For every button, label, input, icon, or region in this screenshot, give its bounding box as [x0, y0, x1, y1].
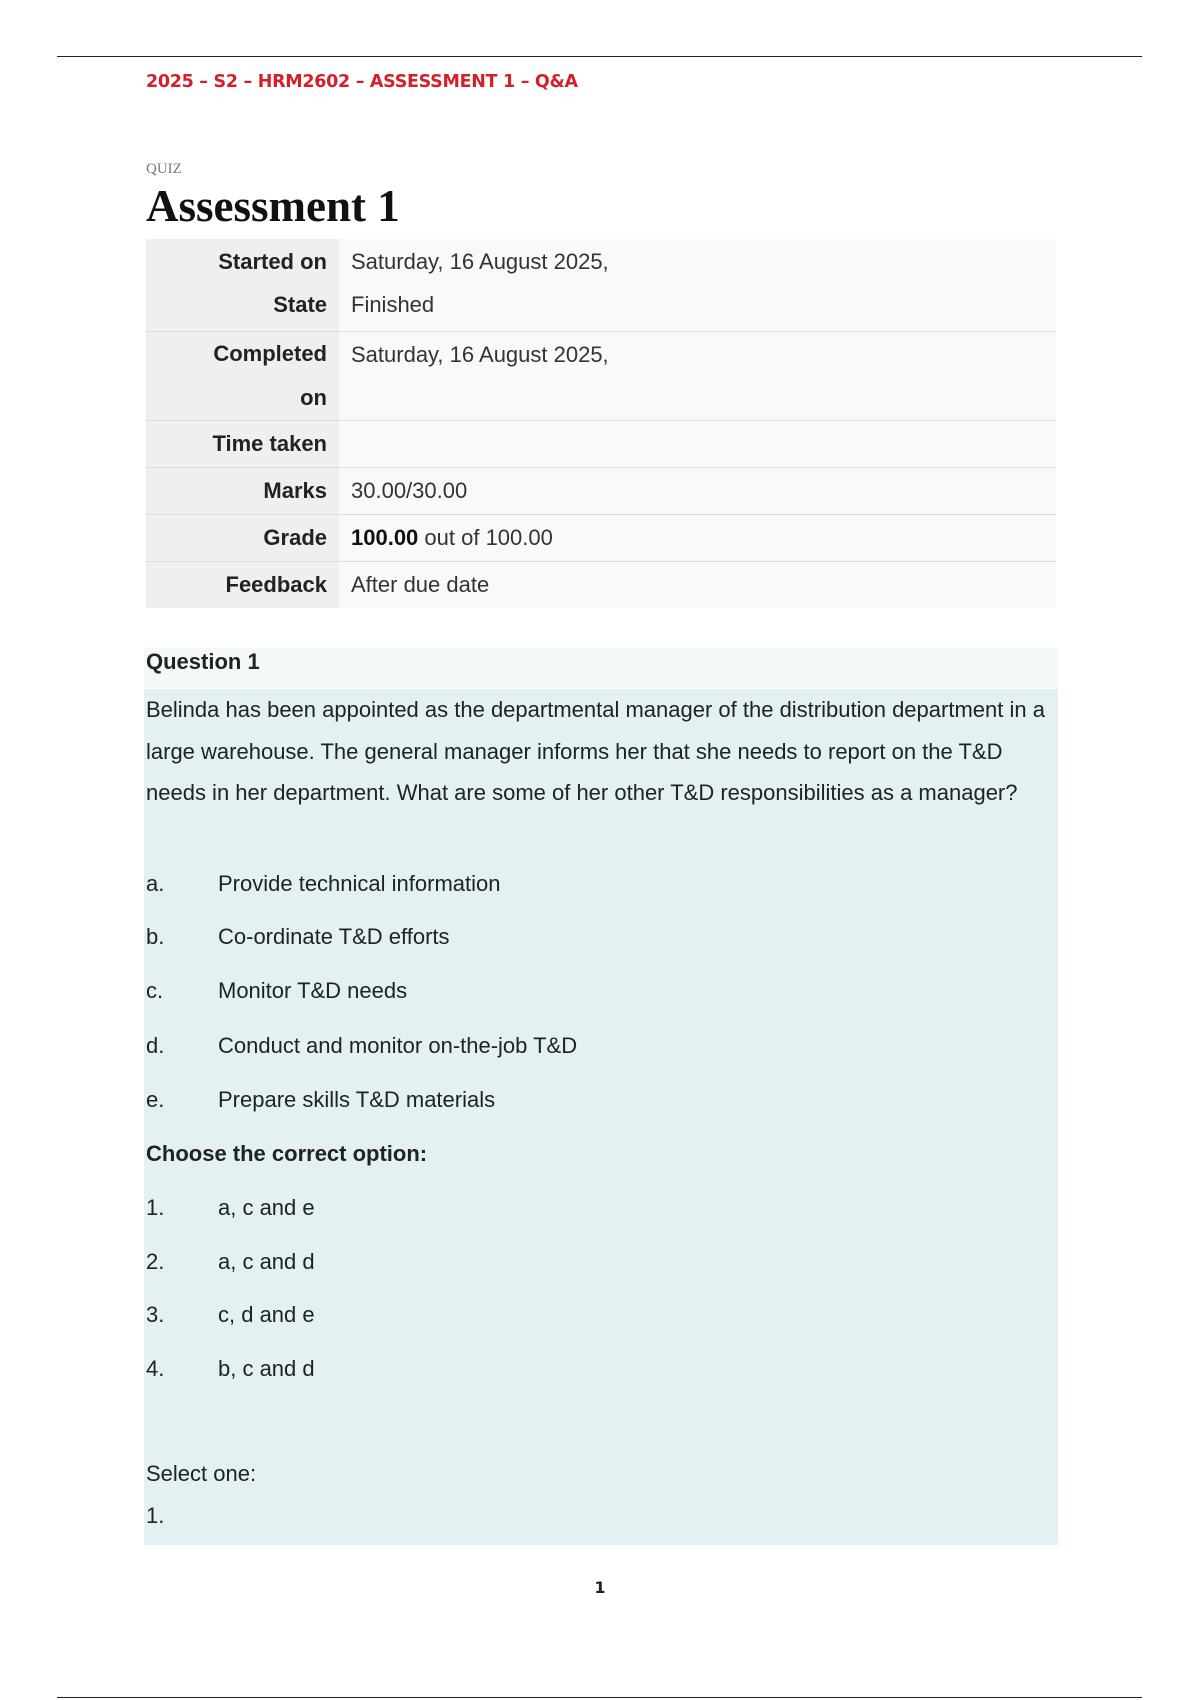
list-text: Conduct and monitor on-the-job T&D	[218, 1033, 578, 1058]
option-text: a, c and d	[218, 1249, 315, 1274]
summary-value: 30.00/30.00	[339, 468, 1056, 515]
option-marker: 2.	[146, 1249, 165, 1274]
summary-row-feedback	[146, 562, 1056, 609]
grade-score: 100.00	[351, 525, 419, 550]
option-marker: 1.	[146, 1195, 165, 1220]
option-text: b, c and d	[218, 1356, 315, 1381]
select-one-prompt: Select one:	[146, 1461, 257, 1486]
question-header: Question 1	[144, 648, 1058, 688]
option-marker: 4.	[146, 1356, 165, 1381]
summary-value	[339, 421, 1056, 468]
list-marker: c.	[146, 978, 164, 1003]
list-marker: b.	[146, 924, 165, 949]
list-marker: a.	[146, 871, 165, 896]
list-text: Provide technical information	[218, 871, 501, 896]
page-title: Assessment 1	[146, 181, 400, 231]
summary-label: Time taken	[146, 421, 339, 468]
list-text: Prepare skills T&D materials	[218, 1087, 496, 1112]
summary-row-state	[146, 285, 1056, 332]
summary-label: Grade	[146, 515, 339, 562]
option-text: c, d and e	[218, 1302, 315, 1327]
option-text: a, c and e	[218, 1195, 315, 1220]
summary-label-line: on	[300, 385, 327, 410]
summary-value: Saturday, 16 August 2025,	[339, 239, 1056, 285]
selected-answer: 1.	[146, 1503, 165, 1528]
bottom-rule	[57, 1697, 1142, 1698]
summary-label: Marks	[146, 468, 339, 515]
top-rule	[57, 56, 1142, 57]
quiz-label: QUIZ	[146, 161, 182, 177]
list-text: Monitor T&D needs	[218, 978, 408, 1003]
list-marker: e.	[146, 1087, 165, 1112]
grade-out-of: out of 100.00	[418, 525, 553, 550]
list-marker: d.	[146, 1033, 165, 1058]
option-marker: 3.	[146, 1302, 165, 1327]
summary-row-grade	[146, 515, 1056, 562]
page-number: 1	[594, 1578, 606, 1597]
summary-value: Saturday, 16 August 2025,	[339, 332, 1056, 421]
choose-prompt: Choose the correct option:	[146, 1141, 428, 1166]
question-body	[144, 689, 1058, 1545]
summary-value	[339, 515, 1056, 562]
document-header: 2025 – S2 – HRM2602 – ASSESSMENT 1 – Q&A	[146, 72, 578, 92]
summary-label: Feedback	[146, 562, 339, 609]
summary-value: Finished	[339, 285, 1056, 332]
summary-value: After due date	[339, 562, 1056, 609]
attempt-summary-table	[146, 239, 1056, 608]
summary-row-marks	[146, 468, 1056, 515]
summary-row-time-taken	[146, 421, 1056, 468]
list-text: Co-ordinate T&D efforts	[218, 924, 450, 949]
summary-label	[146, 332, 339, 421]
summary-label: State	[146, 285, 339, 332]
summary-label: Started on	[146, 239, 339, 285]
summary-row-started-on	[146, 239, 1056, 285]
summary-row-completed-on	[146, 332, 1056, 421]
summary-label-line: Completed	[213, 341, 327, 366]
question-text: Belinda has been appointed as the departmental manager of the distribution department in a large warehouse. The general manager informs her that she needs to report on the T&D needs in her department. What are some of her other T&D responsibilities as a manager?	[146, 697, 1045, 805]
